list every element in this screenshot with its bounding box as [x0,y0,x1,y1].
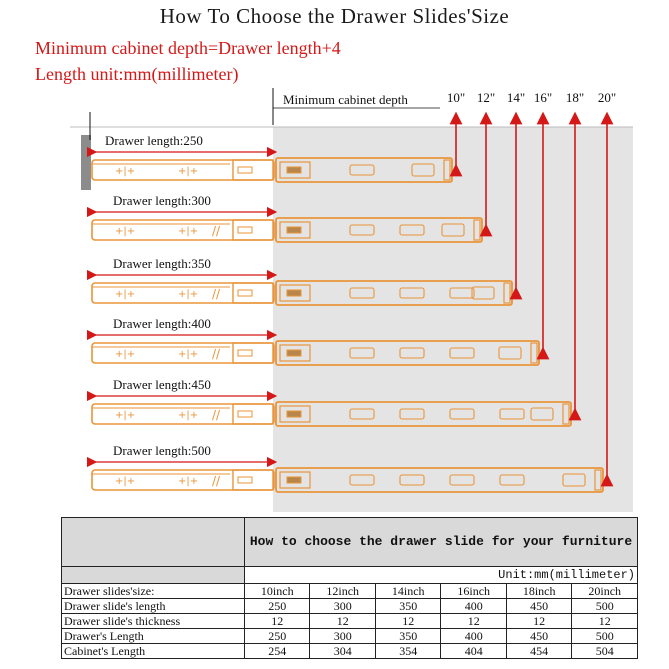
slide-lock-box [233,343,273,363]
slide-front-slot [287,477,301,483]
screw-mark: +|+ [178,166,199,177]
slide-lock-slot [238,290,252,296]
table-cell: 20inch [572,584,638,599]
slide-front-slot [287,167,301,173]
inch-label: 12" [476,90,496,105]
slide-lock-slot [238,350,252,356]
screw-mark: +|+ [178,349,199,360]
table-cell: 12 [375,614,440,629]
table-cell: 354 [375,644,440,659]
table-row [62,614,638,629]
table-cell: 12 [310,614,375,629]
drawer-length-label: Drawer length:450 [113,377,211,392]
table-cell: 350 [375,599,440,614]
table-unit: Unit:mm(millimeter) [245,567,638,584]
slide-lock-slot [238,477,252,483]
table-cell: 350 [375,629,440,644]
table-row-label: Drawer slide's length [62,599,245,614]
slide-front-slot [287,350,301,356]
slide-lock-box [233,404,273,424]
table-row-label: Drawer's Length [62,629,245,644]
table-cell: 500 [572,599,638,614]
table-cell: 504 [572,644,638,659]
table-cell: 454 [506,644,571,659]
table-row-label: Drawer slide's thickness [62,614,245,629]
slide-front-slot [287,227,301,233]
cabinet-panel [273,127,633,512]
table-cell: 16inch [441,584,506,599]
table-row-label: Cabinet's Length [62,644,245,659]
table-corner-lower [62,567,245,584]
slide-lock-box [233,160,273,180]
drawer-length-label: Drawer length:400 [113,316,211,331]
slide-lock-slot [238,411,252,417]
table-cell: 10inch [245,584,310,599]
break-mark: // [212,287,221,301]
break-mark: // [212,408,221,422]
screw-mark: +|+ [115,476,136,487]
table-cell: 12 [572,614,638,629]
inch-label: 16" [533,90,553,105]
table-cell: 254 [245,644,310,659]
table-cell: 300 [310,629,375,644]
table-corner [62,518,245,567]
table-cell: 304 [310,644,375,659]
screw-mark: +|+ [115,289,136,300]
table-row-label: Drawer slides'size: [62,584,245,599]
table-cell: 500 [572,629,638,644]
table-cell: 12 [441,614,506,629]
spec-table [61,517,638,659]
table-cell: 400 [441,599,506,614]
screw-mark: +|+ [178,226,199,237]
table-cell: 12 [506,614,571,629]
table-cell: 12 [245,614,310,629]
cabinet-side-wall [81,135,91,190]
screw-mark: +|+ [115,349,136,360]
drawer-length-label: Drawer length:500 [113,443,211,458]
table-cell: 400 [441,629,506,644]
slide-lock-slot [238,227,252,233]
formula-text: Minimum cabinet depth=Drawer length+4 [35,38,341,58]
screw-mark: +|+ [115,166,136,177]
break-mark: // [212,347,221,361]
inch-label: 14" [506,90,526,105]
slide-lock-box [233,220,273,240]
min-depth-label: Minimum cabinet depth [283,92,408,107]
table-cell: 450 [506,629,571,644]
inch-label: 20" [597,90,617,105]
table-row [62,584,638,599]
screw-mark: +|+ [178,476,199,487]
table-cell: 14inch [375,584,440,599]
table-row [62,599,638,614]
table-cell: 18inch [506,584,571,599]
drawer-length-label: Drawer length:250 [105,133,203,148]
screw-mark: +|+ [178,410,199,421]
page-title: How To Choose the Drawer Slides'Size [159,4,510,28]
drawer-length-label: Drawer length:350 [113,256,211,271]
inch-label: 18" [565,90,585,105]
break-mark: // [212,474,221,488]
drawer-length-label: Drawer length:300 [113,193,211,208]
slide-lock-slot [238,167,252,173]
table-cell: 250 [245,599,310,614]
table-cell: 300 [310,599,375,614]
table-header: How to choose the drawer slide for your furniture [245,518,638,567]
table-cell: 12inch [310,584,375,599]
screw-mark: +|+ [115,226,136,237]
break-mark: // [212,224,221,238]
screw-mark: +|+ [115,410,136,421]
slide-lock-box [233,470,273,490]
unit-note: Length unit:mm(millimeter) [35,64,239,84]
table-cell: 404 [441,644,506,659]
slide-front-slot [287,290,301,296]
screw-mark: +|+ [178,289,199,300]
table-row [62,644,638,659]
inch-label: 10" [446,90,466,105]
slide-lock-box [233,283,273,303]
slide-front-slot [287,411,301,417]
table-row [62,629,638,644]
table-cell: 450 [506,599,571,614]
table-cell: 250 [245,629,310,644]
